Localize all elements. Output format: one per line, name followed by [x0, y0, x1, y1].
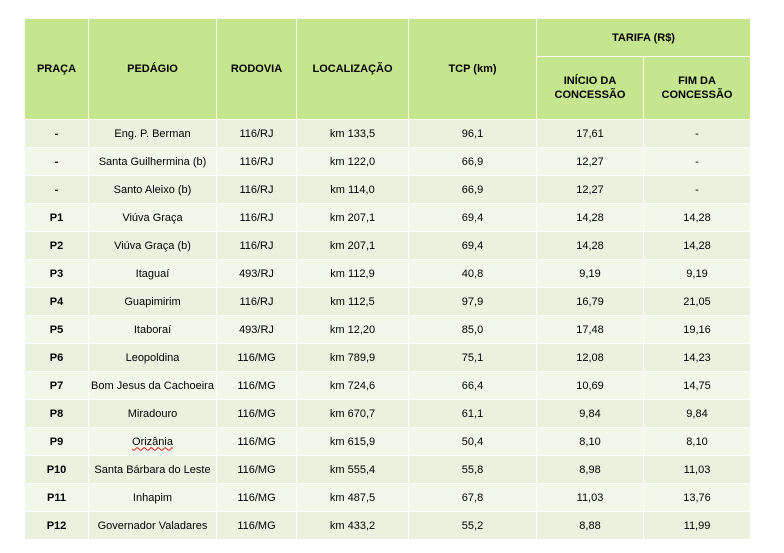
- cell-fim: -: [644, 148, 751, 176]
- cell-localizacao: km 670,7: [297, 400, 409, 428]
- header-rodovia: RODOVIA: [217, 19, 297, 120]
- cell-tcp: 75,1: [409, 344, 537, 372]
- cell-inicio: 12,08: [537, 344, 644, 372]
- cell-rodovia: 116/MG: [217, 344, 297, 372]
- cell-pedagio: Santo Aleixo (b): [89, 176, 217, 204]
- cell-praca: P8: [25, 400, 89, 428]
- cell-praca: P10: [25, 456, 89, 484]
- cell-fim: 11,03: [644, 456, 751, 484]
- cell-rodovia: 116/MG: [217, 428, 297, 456]
- cell-fim: 9,84: [644, 400, 751, 428]
- cell-tcp: 50,4: [409, 428, 537, 456]
- cell-tcp: 85,0: [409, 316, 537, 344]
- cell-inicio: 8,98: [537, 456, 644, 484]
- cell-fim: 8,10: [644, 428, 751, 456]
- cell-inicio: 8,10: [537, 428, 644, 456]
- cell-praca: P4: [25, 288, 89, 316]
- header-praca: PRAÇA: [25, 19, 89, 120]
- cell-rodovia: 116/RJ: [217, 232, 297, 260]
- cell-praca: P3: [25, 260, 89, 288]
- cell-fim: -: [644, 176, 751, 204]
- cell-inicio: 8,88: [537, 512, 644, 540]
- cell-tcp: 67,8: [409, 484, 537, 512]
- table-row: [25, 232, 751, 260]
- cell-pedagio: Inhapim: [89, 484, 217, 512]
- cell-fim: 14,75: [644, 372, 751, 400]
- cell-rodovia: 493/RJ: [217, 316, 297, 344]
- cell-pedagio: Miradouro: [89, 400, 217, 428]
- cell-rodovia: 116/RJ: [217, 176, 297, 204]
- table-row: [25, 260, 751, 288]
- cell-rodovia: 116/MG: [217, 512, 297, 540]
- header-tarifa: TARIFA (R$): [537, 19, 751, 57]
- cell-tcp: 40,8: [409, 260, 537, 288]
- cell-praca: -: [25, 148, 89, 176]
- table-row: [25, 344, 751, 372]
- cell-praca: P1: [25, 204, 89, 232]
- cell-localizacao: km 487,5: [297, 484, 409, 512]
- cell-fim: 9,19: [644, 260, 751, 288]
- table-row: [25, 148, 751, 176]
- cell-rodovia: 116/RJ: [217, 148, 297, 176]
- cell-fim: 11,99: [644, 512, 751, 540]
- table-row: [25, 204, 751, 232]
- cell-fim: 14,23: [644, 344, 751, 372]
- cell-inicio: 9,84: [537, 400, 644, 428]
- header-tcp: TCP (km): [409, 19, 537, 120]
- cell-localizacao: km 724,6: [297, 372, 409, 400]
- cell-pedagio: Bom Jesus da Cachoeira: [89, 372, 217, 400]
- cell-praca: -: [25, 120, 89, 148]
- cell-pedagio: Eng. P. Berman: [89, 120, 217, 148]
- cell-pedagio: Santa Guilhermina (b): [89, 148, 217, 176]
- cell-praca: P7: [25, 372, 89, 400]
- spellcheck-text: Orizânia: [132, 435, 173, 448]
- cell-rodovia: 116/MG: [217, 372, 297, 400]
- cell-localizacao: km 433,2: [297, 512, 409, 540]
- cell-rodovia: 116/RJ: [217, 120, 297, 148]
- cell-tcp: 55,8: [409, 456, 537, 484]
- cell-rodovia: 116/MG: [217, 400, 297, 428]
- cell-tcp: 69,4: [409, 204, 537, 232]
- cell-praca: P12: [25, 512, 89, 540]
- cell-localizacao: km 615,9: [297, 428, 409, 456]
- cell-localizacao: km 122,0: [297, 148, 409, 176]
- cell-fim: -: [644, 120, 751, 148]
- cell-tcp: 96,1: [409, 120, 537, 148]
- cell-inicio: 16,79: [537, 288, 644, 316]
- cell-localizacao: km 555,4: [297, 456, 409, 484]
- cell-fim: 19,16: [644, 316, 751, 344]
- cell-pedagio: Leopoldina: [89, 344, 217, 372]
- header-pedagio: PEDÁGIO: [89, 19, 217, 120]
- table-body: [25, 120, 751, 540]
- cell-rodovia: 116/MG: [217, 484, 297, 512]
- header-localizacao: LOCALIZAÇÃO: [297, 19, 409, 120]
- header-inicio-concessao: INÍCIO DA CONCESSÃO: [537, 57, 644, 120]
- cell-rodovia: 116/RJ: [217, 204, 297, 232]
- cell-inicio: 17,61: [537, 120, 644, 148]
- cell-localizacao: km 207,1: [297, 204, 409, 232]
- cell-pedagio: Viúva Graça: [89, 204, 217, 232]
- cell-fim: 14,28: [644, 204, 751, 232]
- table-row: [25, 176, 751, 204]
- cell-tcp: 66,4: [409, 372, 537, 400]
- table-row: [25, 372, 751, 400]
- cell-pedagio: Guapimirim: [89, 288, 217, 316]
- cell-pedagio: Santa Bárbara do Leste: [89, 456, 217, 484]
- cell-inicio: 9,19: [537, 260, 644, 288]
- cell-praca: P11: [25, 484, 89, 512]
- cell-pedagio: Viúva Graça (b): [89, 232, 217, 260]
- cell-praca: P9: [25, 428, 89, 456]
- cell-praca: P5: [25, 316, 89, 344]
- cell-rodovia: 116/MG: [217, 456, 297, 484]
- cell-inicio: 14,28: [537, 204, 644, 232]
- table-row: [25, 316, 751, 344]
- cell-inicio: 17,48: [537, 316, 644, 344]
- table-row: [25, 400, 751, 428]
- cell-localizacao: km 112,9: [297, 260, 409, 288]
- table-row: [25, 120, 751, 148]
- cell-inicio: 12,27: [537, 176, 644, 204]
- cell-rodovia: 116/RJ: [217, 288, 297, 316]
- cell-localizacao: km 133,5: [297, 120, 409, 148]
- cell-tcp: 66,9: [409, 148, 537, 176]
- cell-pedagio: [89, 428, 217, 456]
- cell-tcp: 61,1: [409, 400, 537, 428]
- table-row: [25, 288, 751, 316]
- cell-praca: P2: [25, 232, 89, 260]
- cell-pedagio: Governador Valadares: [89, 512, 217, 540]
- table-row: [25, 484, 751, 512]
- table-row: [25, 456, 751, 484]
- cell-localizacao: km 789,9: [297, 344, 409, 372]
- cell-tcp: 97,9: [409, 288, 537, 316]
- table-row: [25, 512, 751, 540]
- table-header: [25, 19, 751, 120]
- cell-inicio: 10,69: [537, 372, 644, 400]
- cell-tcp: 69,4: [409, 232, 537, 260]
- cell-rodovia: 493/RJ: [217, 260, 297, 288]
- cell-pedagio: Itaguaí: [89, 260, 217, 288]
- cell-fim: 13,76: [644, 484, 751, 512]
- cell-inicio: 11,03: [537, 484, 644, 512]
- cell-tcp: 55,2: [409, 512, 537, 540]
- cell-inicio: 12,27: [537, 148, 644, 176]
- cell-localizacao: km 114,0: [297, 176, 409, 204]
- cell-localizacao: km 112,5: [297, 288, 409, 316]
- cell-pedagio: Itaboraí: [89, 316, 217, 344]
- table-row: [25, 428, 751, 456]
- toll-plaza-table: [24, 18, 751, 540]
- cell-fim: 21,05: [644, 288, 751, 316]
- cell-praca: -: [25, 176, 89, 204]
- cell-fim: 14,28: [644, 232, 751, 260]
- cell-localizacao: km 12,20: [297, 316, 409, 344]
- header-fim-concessao: FIM DA CONCESSÃO: [644, 57, 751, 120]
- cell-localizacao: km 207,1: [297, 232, 409, 260]
- cell-tcp: 66,9: [409, 176, 537, 204]
- cell-praca: P6: [25, 344, 89, 372]
- cell-inicio: 14,28: [537, 232, 644, 260]
